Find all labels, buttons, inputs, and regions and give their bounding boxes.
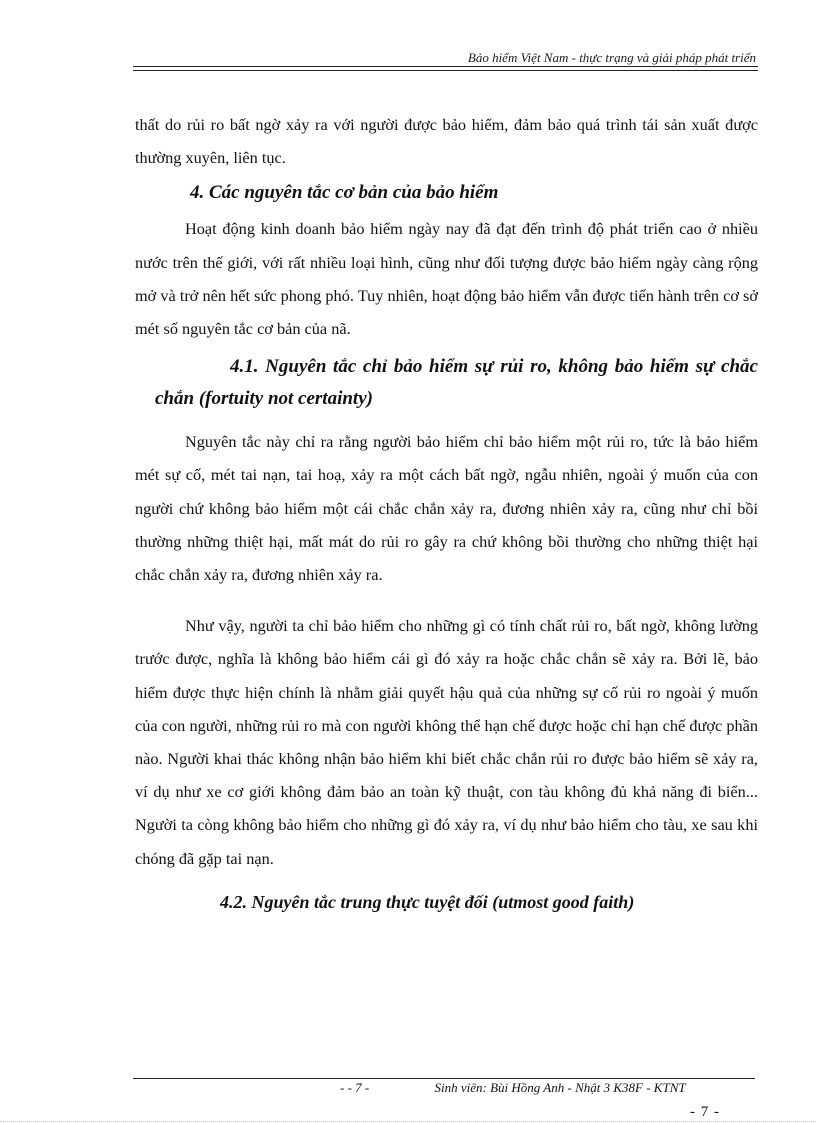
subsection-heading-4-1: 4.1. Nguyên tắc chỉ bảo hiểm sự rủi ro, không bảo hiểm sự chắc chắn (fortuity not certainty) <box>155 356 758 410</box>
page-number: - 7 - <box>690 1104 720 1120</box>
paragraph-4-1-second: Như vậy, người ta chỉ bảo hiểm cho những gì có tính chất rủi ro, bất ngờ, không lường trước được, nghĩa là không bảo hiểm cái gì đó xảy ra hoặc chắc chắn sẽ xảy ra. Bởi lẽ, bảo hiểm được thực hiện chính là nhằm giải quyết hậu quả của những sự cố rủi ro ngoài ý muốn của con người, những rủi ro mà con người không thể hạn chế được hoặc chỉ hạn chế được phần nào. Người khai thác không nhận bảo hiểm khi biết chắc chắn rủi ro được bảo hiểm sẽ xảy ra, ví dụ như xe cơ giới không đảm bảo an toàn kỹ thuật, con tàu không đủ khả năng đi biển... Người ta còng không bảo hiểm cho những gì đó xảy ra, ví dụ như bảo hiểm cho tàu, xe sau khi chóng đã gặp tai nạn. <box>135 616 758 868</box>
paragraph-4-1-first: Nguyên tắc này chỉ ra rằng người bảo hiểm chỉ bảo hiểm một rủi ro, tức là bảo hiểm mét sự cố, mét tai nạn, tai hoạ, xảy ra một cách bất ngờ, ngẫu nhiên, ngoài ý muốn của con người chứ không bảo hiểm một cái chắc chắn xảy ra, đương nhiên xảy ra, cũng như chỉ bồi thường những thiệt hại, mất mát do rủi ro gây ra chứ không bồi thường cho những thiệt hại chắc chắn xảy ra, đương nhiên xảy ra. <box>135 432 758 585</box>
header-rule-bottom <box>133 70 758 71</box>
footer-info <box>340 1080 686 1096</box>
footer-page-ref: - - 7 - <box>340 1080 370 1095</box>
section-heading-4: 4. Các nguyên tắc cơ bản của bảo hiểm <box>190 182 499 204</box>
subsection-heading-4-2: 4.2. Nguyên tắc trung thực tuyệt đối (utmost good faith) <box>220 891 635 912</box>
footer-student: Sinh viên: Bùi Hồng Anh - Nhật 3 K38F - KTNT <box>434 1080 686 1095</box>
header-rule-top <box>133 66 758 67</box>
paragraph-continuation: thất do rủi ro bất ngờ xảy ra với người được bảo hiểm, đảm bảo quá trình tái sản xuất được thường xuyên, liên tục. <box>135 115 758 168</box>
page-header-title: Bảo hiểm Việt Nam - thực trạng và giải pháp phát triển <box>467 50 756 65</box>
paragraph-section-4: Hoạt động kinh doanh bảo hiểm ngày nay đã đạt đến trình độ phát triển cao ở nhiều nước trên thế giới, với rất nhiều loại hình, cũng như đối tượng được bảo hiểm ngày càng rộng mở và trở nên hết sức phong phó. Tuy nhiên, hoạt động bảo hiểm vẫn được tiến hành trên cơ sở mét số nguyên tắc cơ bản của nã. <box>135 219 758 339</box>
page-bottom-border <box>0 1121 816 1122</box>
footer-rule <box>133 1078 755 1079</box>
page-body <box>135 108 758 917</box>
